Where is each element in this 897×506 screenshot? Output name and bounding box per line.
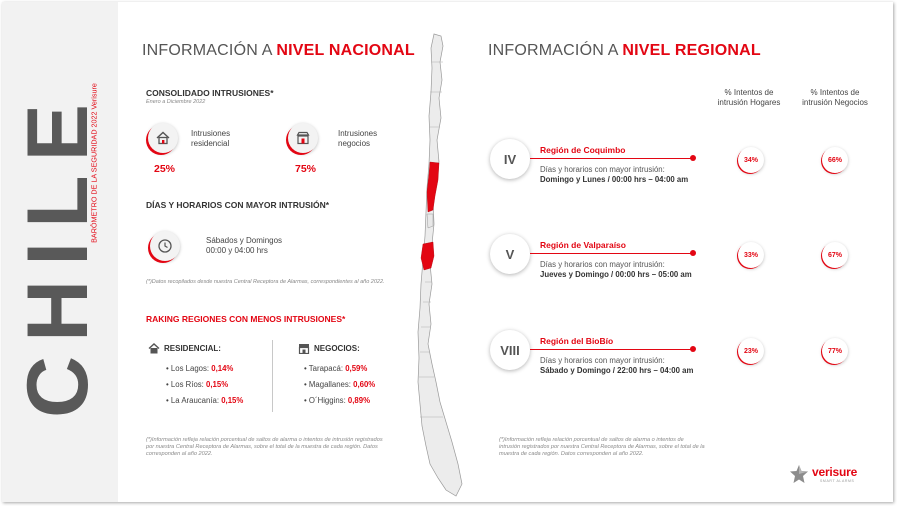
- regional-note: (*)Información refleja relación porcentual de saltos de alarma o intentos de intrusión registrados por nuestra Central Receptora de Alarmas, sobre el total de la muestra de cada región. Datos corresponden al año 2022.: [499, 437, 705, 457]
- residential-pct: 25%: [154, 163, 176, 175]
- region-desc: Días y horarios con mayor intrusión: Domingo y Lunes / 00:00 hrs – 04:00 am: [540, 165, 689, 184]
- business-pct: 77%: [822, 338, 848, 364]
- region-number: VIII: [490, 330, 530, 370]
- country-title: [22, 54, 94, 454]
- region-desc: Días y horarios con mayor intrusión: Jueves y Domingo / 00:00 hrs – 05:00 am: [540, 260, 692, 279]
- house-icon: [148, 343, 160, 354]
- dias-heading: DÍAS Y HORARIOS CON MAYOR INTRUSIÓN*: [146, 200, 330, 210]
- business-heading: NEGOCIOS:: [314, 344, 360, 353]
- residential-heading: RESIDENCIAL:: [164, 344, 221, 353]
- national-title: INFORMACIÓN A NIVEL NACIONAL: [142, 42, 415, 59]
- region-dot: [690, 250, 696, 256]
- region-dot: [690, 155, 696, 161]
- shop-icon: [288, 123, 318, 153]
- ranking-divider: [272, 340, 273, 412]
- consolidado-period: Enero a Diciembre 2022: [146, 99, 206, 105]
- chile-map: [410, 32, 466, 502]
- biobio-region: [421, 242, 434, 270]
- homes-pct: 23%: [738, 338, 764, 364]
- rank-residential-2: • Los Ríos: 0,15%: [166, 380, 229, 389]
- region-dot: [690, 346, 696, 352]
- residential-label: Intrusiones residencial: [191, 129, 231, 148]
- region-number: V: [490, 234, 530, 274]
- homes-pct: 33%: [738, 242, 764, 268]
- consolidado-heading: CONSOLIDADO INTRUSIONES*: [146, 88, 274, 98]
- rank-residential-1: • Los Lagos: 0,14%: [166, 364, 234, 373]
- col-head-business: % Intentos de intrusión Negocios: [802, 88, 868, 107]
- region-line: [530, 349, 692, 350]
- col-head-homes: % Intentos de intrusión Hogares: [717, 88, 781, 107]
- region-number: IV: [490, 139, 530, 179]
- region-name: Región de Valparaíso: [540, 240, 626, 250]
- clock-icon: [150, 231, 180, 261]
- rank-business-2: • Magallanes: 0,60%: [304, 380, 376, 389]
- rank-residential-3: • La Araucanía: 0,15%: [166, 396, 244, 405]
- rank-business-3: • O´Higgins: 0,89%: [304, 396, 371, 405]
- business-pct: 66%: [822, 147, 848, 173]
- svg-text:CHILE: CHILE: [22, 90, 94, 418]
- dias-note: (*)Datos recopilados desde nuestra Central Receptora de Alarmas, correspondientes al año 2022.: [146, 279, 385, 285]
- region-name: Región de Coquimbo: [540, 145, 626, 155]
- region-desc: Días y horarios con mayor intrusión: Sábado y Domingo / 22:00 hrs – 04:00 am: [540, 356, 694, 375]
- homes-pct: 34%: [738, 147, 764, 173]
- region-line: [530, 158, 692, 159]
- logo-mark-icon: [788, 464, 810, 484]
- infographic: [2, 2, 893, 502]
- ranking-heading: RAKING REGIONES CON MENOS INTRUSIONES*: [146, 314, 346, 324]
- region-line: [530, 253, 692, 254]
- house-icon: [148, 123, 178, 153]
- regional-title: INFORMACIÓN A NIVEL REGIONAL: [488, 42, 761, 59]
- dias-text: Sábados y Domingos 00:00 y 04:00 hrs: [206, 236, 283, 255]
- region-name: Región del BioBío: [540, 336, 614, 346]
- business-label: Intrusiones negocios: [338, 129, 378, 148]
- rank-business-1: • Tarapacá: 0,59%: [304, 364, 368, 373]
- business-pct: 75%: [295, 163, 317, 175]
- svg-text:BARÓMETRO DE LA SEGURIDAD 2022: BARÓMETRO DE LA SEGURIDAD 2022 Verisure: [89, 83, 99, 243]
- business-pct: 67%: [822, 242, 848, 268]
- verisure-logo: verisure SMART ALARMS: [788, 464, 872, 486]
- ranking-note: (*)Información refleja relación porcentual de saltos de alarma o intentos de intrusión registrados por nuestra Central Receptora de Alarmas, sobre el total de la muestra de cada región. Datos corresponden al año 2022.: [146, 437, 383, 457]
- sidebar-subtitle: [88, 68, 100, 258]
- shop-icon: [298, 343, 310, 354]
